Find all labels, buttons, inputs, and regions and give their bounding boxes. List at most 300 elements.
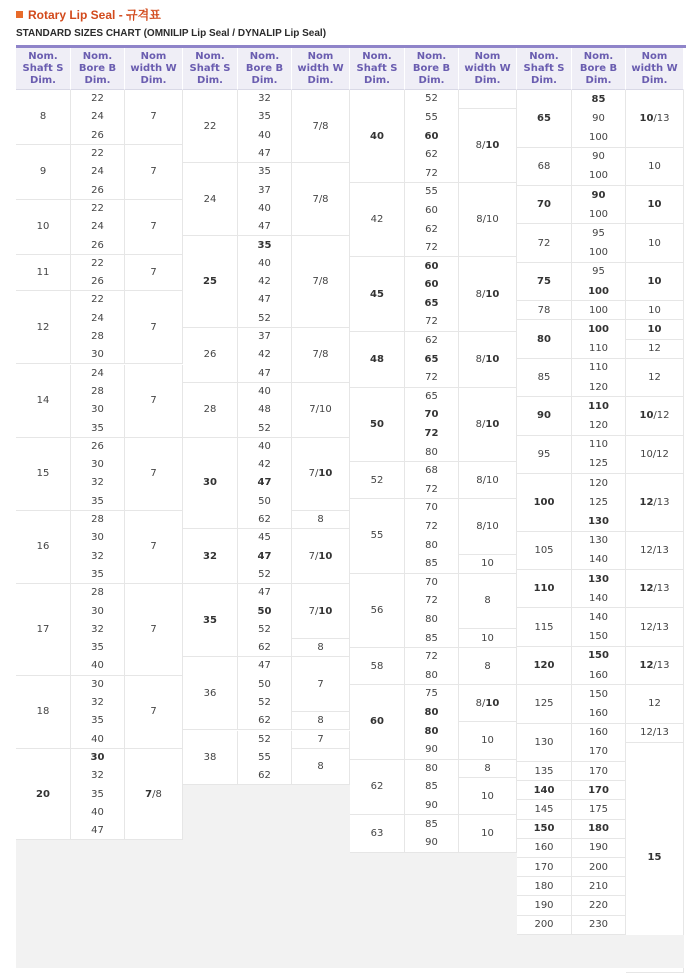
- width-cell: 7: [125, 584, 183, 676]
- bore-value: 72: [424, 428, 439, 440]
- shaft-cell: 36: [183, 657, 238, 730]
- shaft-cell: 50: [350, 388, 405, 462]
- bore-value: 35: [91, 422, 104, 434]
- bore-value: 110: [588, 439, 609, 451]
- bore-value: 47: [257, 550, 272, 562]
- bore-value: 52: [258, 697, 271, 709]
- bore-value: 100: [588, 323, 609, 335]
- bore-cell: [572, 877, 626, 896]
- bore-cell: [405, 574, 459, 648]
- shaft-cell: 78: [517, 301, 572, 320]
- shaft-cell: 160: [517, 839, 572, 858]
- bore-cell: [572, 570, 626, 608]
- bore-value: 24: [91, 312, 104, 324]
- bore-cell: [405, 183, 459, 257]
- width-cell: 12/13: [626, 532, 684, 570]
- bore-cell: [71, 200, 125, 255]
- shaft-cell: 16: [16, 511, 71, 584]
- bore-value: 120: [588, 477, 609, 489]
- bore-cell: [572, 781, 626, 800]
- bore-cell: [572, 320, 626, 358]
- bore-value: 100: [588, 304, 609, 316]
- bore-value: 125: [588, 496, 609, 508]
- bore-value: 60: [424, 130, 439, 142]
- bore-value: 35: [91, 788, 104, 800]
- shaft-cell: 90: [517, 397, 572, 435]
- bore-value: 40: [258, 202, 271, 214]
- width-cell: 10 /13: [626, 90, 684, 148]
- chart-subtitle: STANDARD SIZES CHART (OMNILIP Lip Seal / DYNALIP Lip Seal): [16, 28, 327, 39]
- bore-value: 85: [425, 781, 438, 793]
- shaft-cell: 14: [16, 365, 71, 438]
- bore-cell: [405, 462, 459, 499]
- width-cell: 10: [459, 629, 517, 648]
- shaft-cell: 48: [350, 332, 405, 388]
- shaft-cell: 56: [350, 574, 405, 648]
- width-cell: [626, 320, 684, 339]
- shaft-cell: 125: [517, 685, 572, 723]
- bore-value: 22: [91, 294, 104, 306]
- width-header: Nom width W Dim.: [125, 48, 183, 90]
- bore-value: 47: [258, 294, 271, 306]
- bore-cell: [71, 90, 125, 145]
- width-cell: 10/12: [626, 436, 684, 474]
- width-bold-part: 10: [639, 112, 654, 124]
- shaft-cell: 80: [517, 320, 572, 358]
- bore-cell: [572, 839, 626, 858]
- shaft-cell: 8: [16, 90, 71, 145]
- bore-cell: [238, 383, 292, 438]
- width-cell: 8/10: [459, 183, 517, 257]
- shaft-cell: 17: [16, 584, 71, 676]
- width-cell: 12 /13: [626, 570, 684, 608]
- width-header: Nom width W Dim.: [626, 48, 684, 90]
- bore-value: 28: [91, 331, 104, 343]
- bore-cell: [238, 438, 292, 530]
- bore-value: 52: [258, 623, 271, 635]
- bore-value: 100: [588, 132, 609, 143]
- bore-value: 37: [258, 184, 271, 196]
- bore-cell: [405, 760, 459, 816]
- bore-value: 60: [424, 279, 439, 291]
- width-cell: 7/8: [292, 236, 350, 328]
- shaft-cell: 52: [350, 462, 405, 499]
- width-cell: 7/8: [292, 90, 350, 163]
- width-cell: [626, 263, 684, 301]
- bore-cell: [572, 436, 626, 474]
- bore-cell: [238, 731, 292, 786]
- width-cell: [626, 186, 684, 224]
- width-cell: 12/13: [626, 608, 684, 646]
- width-cell: 7: [125, 200, 183, 255]
- bore-value: 55: [425, 111, 438, 123]
- bore-value: 100: [588, 247, 609, 259]
- bore-cell: [238, 163, 292, 236]
- bore-value: 40: [258, 257, 271, 269]
- bore-cell: [405, 90, 459, 183]
- shaft-cell: 30: [183, 438, 238, 530]
- bore-value: 42: [258, 276, 271, 288]
- bore-cell: [238, 584, 292, 657]
- bore-value: 100: [588, 285, 609, 297]
- bore-value: 140: [588, 554, 609, 566]
- bore-value: 30: [91, 349, 104, 361]
- shaft-cell: 25: [183, 236, 238, 328]
- shaft-cell: 35: [183, 584, 238, 657]
- width-cell: 8: [459, 574, 517, 630]
- bore-value: 62: [425, 223, 438, 235]
- bore-value: 110: [588, 362, 609, 374]
- width-cell: 7: [292, 657, 350, 712]
- width-bold-part: 12: [639, 583, 654, 595]
- bore-value: 150: [588, 631, 609, 643]
- shaft-header: Nom. Shaft S Dim.: [16, 48, 71, 90]
- bore-value: 47: [257, 477, 272, 489]
- width-bold-part: 12: [639, 659, 654, 671]
- bore-value: 72: [425, 651, 438, 663]
- shaft-cell: 140: [517, 781, 572, 800]
- bore-value: 75: [425, 688, 438, 700]
- bore-value: 42: [258, 459, 271, 471]
- bore-value: 72: [425, 521, 438, 533]
- shaft-cell: 11: [16, 255, 71, 292]
- bore-value: 24: [91, 221, 104, 233]
- bore-value: 24: [91, 111, 104, 123]
- bore-value: 35: [91, 715, 104, 727]
- bore-value: 230: [588, 919, 609, 931]
- page-title: [16, 6, 161, 22]
- bore-cell: [405, 388, 459, 462]
- bore-value: 26: [91, 129, 104, 141]
- page-title-text: Rotary Lip Seal - 규격표: [28, 7, 161, 22]
- bore-value: 47: [258, 148, 271, 160]
- bore-cell: [572, 474, 626, 532]
- width-cell: 7: [125, 438, 183, 511]
- width-bold-part: 10: [485, 353, 500, 365]
- bore-cell: [572, 90, 626, 148]
- bore-value: 32: [258, 93, 271, 105]
- bore-value: 65: [424, 353, 439, 365]
- bore-value: 26: [91, 276, 104, 288]
- shaft-cell: 62: [350, 760, 405, 816]
- bore-value: 210: [588, 880, 609, 892]
- bore-value: 72: [425, 316, 438, 328]
- width-cell: 7: [125, 291, 183, 364]
- width-cell: 7: [125, 145, 183, 200]
- bore-value: 22: [91, 93, 104, 105]
- bore-value: 35: [91, 568, 104, 580]
- bore-cell: [238, 328, 292, 383]
- shaft-cell: 22: [183, 90, 238, 163]
- bore-cell: [572, 359, 626, 397]
- width-cell: 8: [292, 712, 350, 730]
- width-cell: 8/ 10: [459, 685, 517, 722]
- bore-value: 85: [425, 818, 438, 830]
- bore-value: 62: [425, 335, 438, 347]
- shaft-cell: 135: [517, 762, 572, 781]
- shaft-cell: 85: [517, 359, 572, 397]
- bore-value: 30: [91, 459, 104, 471]
- bore-value: 70: [424, 409, 439, 421]
- width-cell: 10: [459, 555, 517, 574]
- bore-cell: [71, 438, 125, 511]
- bore-header: Nom. Bore B Dim.: [71, 48, 125, 90]
- bore-cell: [238, 90, 292, 163]
- bore-value: 35: [91, 642, 104, 654]
- bore-value: 80: [425, 539, 438, 551]
- bore-value: 90: [592, 112, 605, 124]
- bore-value: 70: [425, 502, 438, 514]
- bore-value: 52: [258, 568, 271, 580]
- shaft-cell: 26: [183, 328, 238, 383]
- width-bold-part: 10: [647, 199, 662, 211]
- width-cell: 10: [459, 815, 517, 852]
- bore-value: 140: [588, 611, 609, 623]
- bore-value: 85: [425, 632, 438, 644]
- width-cell: 7: [125, 90, 183, 145]
- shaft-cell: 58: [350, 648, 405, 685]
- bore-value: 32: [91, 550, 104, 562]
- empty-area: [350, 853, 517, 968]
- shaft-cell: 38: [183, 731, 238, 786]
- bore-value: 80: [425, 446, 438, 458]
- bore-value: 32: [91, 477, 104, 489]
- width-cell: 7/ 10: [292, 584, 350, 639]
- bore-value: 24: [91, 166, 104, 178]
- bore-value: 48: [258, 404, 271, 416]
- width-header: Nom width W Dim.: [459, 48, 517, 90]
- bore-value: 37: [258, 331, 271, 343]
- shaft-cell: 150: [517, 820, 572, 839]
- bore-value: 52: [258, 422, 271, 434]
- bore-cell: [238, 529, 292, 584]
- bore-value: 55: [258, 751, 271, 763]
- bore-value: 90: [425, 744, 438, 756]
- bore-value: 160: [588, 707, 609, 719]
- width-cell: 7: [125, 255, 183, 292]
- shaft-cell: 42: [350, 183, 405, 257]
- bore-value: 47: [91, 825, 104, 837]
- bore-value: 26: [91, 440, 104, 452]
- bore-cell: [71, 511, 125, 584]
- bore-value: 26: [91, 184, 104, 196]
- bore-value: 30: [91, 404, 104, 416]
- width-cell: 7: [292, 731, 350, 749]
- bore-cell: [572, 724, 626, 762]
- shaft-header: Nom. Shaft S Dim.: [517, 48, 572, 90]
- bore-value: 22: [91, 202, 104, 214]
- bore-value: 110: [588, 400, 609, 412]
- bore-cell: [71, 255, 125, 292]
- shaft-cell: 28: [183, 383, 238, 438]
- bore-value: 47: [258, 587, 271, 599]
- width-cell: 8: [459, 648, 517, 685]
- shaft-cell: 45: [350, 257, 405, 331]
- bore-value: 47: [258, 221, 271, 233]
- bore-cell: [238, 236, 292, 328]
- bore-value: 40: [258, 440, 271, 452]
- width-cell: 8: [292, 749, 350, 786]
- bore-cell: [572, 397, 626, 435]
- width-bold-part: 10: [485, 418, 500, 430]
- bore-value: 28: [91, 587, 104, 599]
- bore-value: 47: [258, 660, 271, 672]
- bore-cell: [71, 584, 125, 676]
- shaft-cell: 95: [517, 436, 572, 474]
- width-bold-part: 10: [485, 697, 500, 709]
- bore-cell: [71, 291, 125, 364]
- width-cell: 12: [626, 340, 684, 359]
- shaft-cell: 10: [16, 200, 71, 255]
- bore-value: 50: [258, 678, 271, 690]
- shaft-cell: 75: [517, 263, 572, 301]
- shaft-cell: 145: [517, 800, 572, 819]
- bore-cell: [405, 257, 459, 331]
- shaft-cell: 110: [517, 570, 572, 608]
- shaft-cell: 20: [16, 749, 71, 841]
- width-bold-part: 7: [145, 788, 153, 800]
- width-cell: 7 /8: [125, 749, 183, 841]
- width-cell: 8/ 10: [459, 257, 517, 331]
- bore-value: 62: [258, 715, 271, 727]
- bore-value: 28: [91, 385, 104, 397]
- shaft-cell: 120: [517, 647, 572, 685]
- bore-value: 50: [257, 605, 272, 617]
- bore-value: 47: [258, 367, 271, 379]
- bore-value: 68: [425, 465, 438, 477]
- bore-value: 80: [425, 669, 438, 681]
- shaft-cell: 180: [517, 877, 572, 896]
- bore-value: 40: [91, 733, 104, 745]
- bore-value: 120: [588, 381, 609, 393]
- bore-cell: [405, 685, 459, 759]
- bullet-square-icon: [16, 11, 23, 18]
- bore-value: 220: [588, 899, 609, 911]
- shaft-cell: 55: [350, 499, 405, 573]
- bore-cell: [71, 676, 125, 749]
- bore-value: 62: [258, 770, 271, 782]
- shaft-cell: 15: [16, 438, 71, 511]
- bore-value: 130: [588, 535, 609, 547]
- bore-value: 40: [91, 806, 104, 818]
- bore-value: 95: [592, 227, 605, 239]
- shaft-cell: 115: [517, 608, 572, 646]
- bore-value: 72: [425, 483, 438, 495]
- bore-value: 65: [425, 390, 438, 402]
- bore-cell: [572, 762, 626, 781]
- width-cell: 7/10: [292, 383, 350, 438]
- width-header: Nom width W Dim.: [292, 48, 350, 90]
- bore-value: 80: [425, 762, 438, 774]
- bore-value: 30: [90, 751, 105, 763]
- bore-cell: [572, 896, 626, 915]
- shaft-cell: 70: [517, 186, 572, 224]
- width-cell: 8/10: [459, 499, 517, 555]
- bore-cell: [71, 749, 125, 841]
- width-cell: 7: [125, 365, 183, 438]
- bore-value: 80: [425, 614, 438, 626]
- bore-value: 40: [91, 660, 104, 672]
- width-bold-part: 10: [318, 605, 333, 617]
- shaft-cell: 65: [517, 90, 572, 148]
- bore-cell: [572, 532, 626, 570]
- width-cell: 8/ 10: [459, 332, 517, 388]
- width-cell: 8/10: [459, 462, 517, 499]
- bore-value: 50: [258, 495, 271, 507]
- shaft-cell: 12: [16, 291, 71, 364]
- width-bold-part: 12: [639, 496, 654, 508]
- bore-value: 22: [91, 148, 104, 160]
- bore-cell: [572, 685, 626, 723]
- width-cell: 8/ 10: [459, 109, 517, 183]
- bore-cell: [405, 815, 459, 852]
- width-cell: 10: [459, 722, 517, 759]
- bore-value: 130: [588, 573, 609, 585]
- shaft-cell: 72: [517, 224, 572, 262]
- bore-value: 30: [91, 532, 104, 544]
- bore-value: 35: [91, 495, 104, 507]
- width-cell: 8/ 10: [459, 388, 517, 462]
- width-cell: 12 /13: [626, 474, 684, 532]
- width-cell: 10: [626, 224, 684, 262]
- empty-area: [517, 935, 684, 968]
- bore-cell: [572, 263, 626, 301]
- shaft-cell: 24: [183, 163, 238, 236]
- width-bold-part: 10: [639, 410, 654, 422]
- width-cell: 10 /12: [626, 397, 684, 435]
- bore-value: 52: [258, 312, 271, 324]
- width-bold-part: 10: [647, 323, 662, 335]
- bore-value: 170: [588, 784, 609, 796]
- bore-cell: [572, 647, 626, 685]
- shaft-cell: 100: [517, 474, 572, 532]
- bore-value: 190: [588, 842, 609, 854]
- shaft-cell: 190: [517, 896, 572, 915]
- width-bold-part: 10: [647, 275, 662, 287]
- bore-value: 170: [588, 746, 609, 758]
- bore-value: 150: [588, 650, 609, 662]
- shaft-cell: 18: [16, 676, 71, 749]
- width-cell: 12: [626, 685, 684, 723]
- bore-value: 30: [91, 678, 104, 690]
- bore-value: 95: [592, 266, 605, 278]
- bore-value: 62: [258, 642, 271, 654]
- bore-cell: [572, 858, 626, 877]
- bore-cell: [572, 800, 626, 819]
- shaft-cell: 32: [183, 529, 238, 584]
- empty-area: [183, 785, 350, 968]
- bore-value: 90: [592, 151, 605, 163]
- bore-cell: [71, 365, 125, 438]
- bore-value: 180: [588, 823, 609, 835]
- bore-value: 28: [91, 514, 104, 526]
- bore-value: 55: [425, 186, 438, 198]
- shaft-cell: 40: [350, 90, 405, 183]
- bore-cell: [572, 916, 626, 935]
- width-bold-part: 10: [485, 139, 500, 151]
- bore-cell: [572, 186, 626, 224]
- width-cell: 8: [292, 511, 350, 529]
- bore-value: 120: [588, 419, 609, 431]
- bore-cell: [405, 648, 459, 685]
- width-cell: 10: [626, 301, 684, 320]
- bore-value: 100: [588, 170, 609, 182]
- width-cell: 10: [626, 148, 684, 186]
- width-cell: 7/8: [292, 163, 350, 236]
- bore-cell: [572, 301, 626, 320]
- width-bold-part: 10: [318, 550, 333, 562]
- bore-value: 40: [258, 385, 271, 397]
